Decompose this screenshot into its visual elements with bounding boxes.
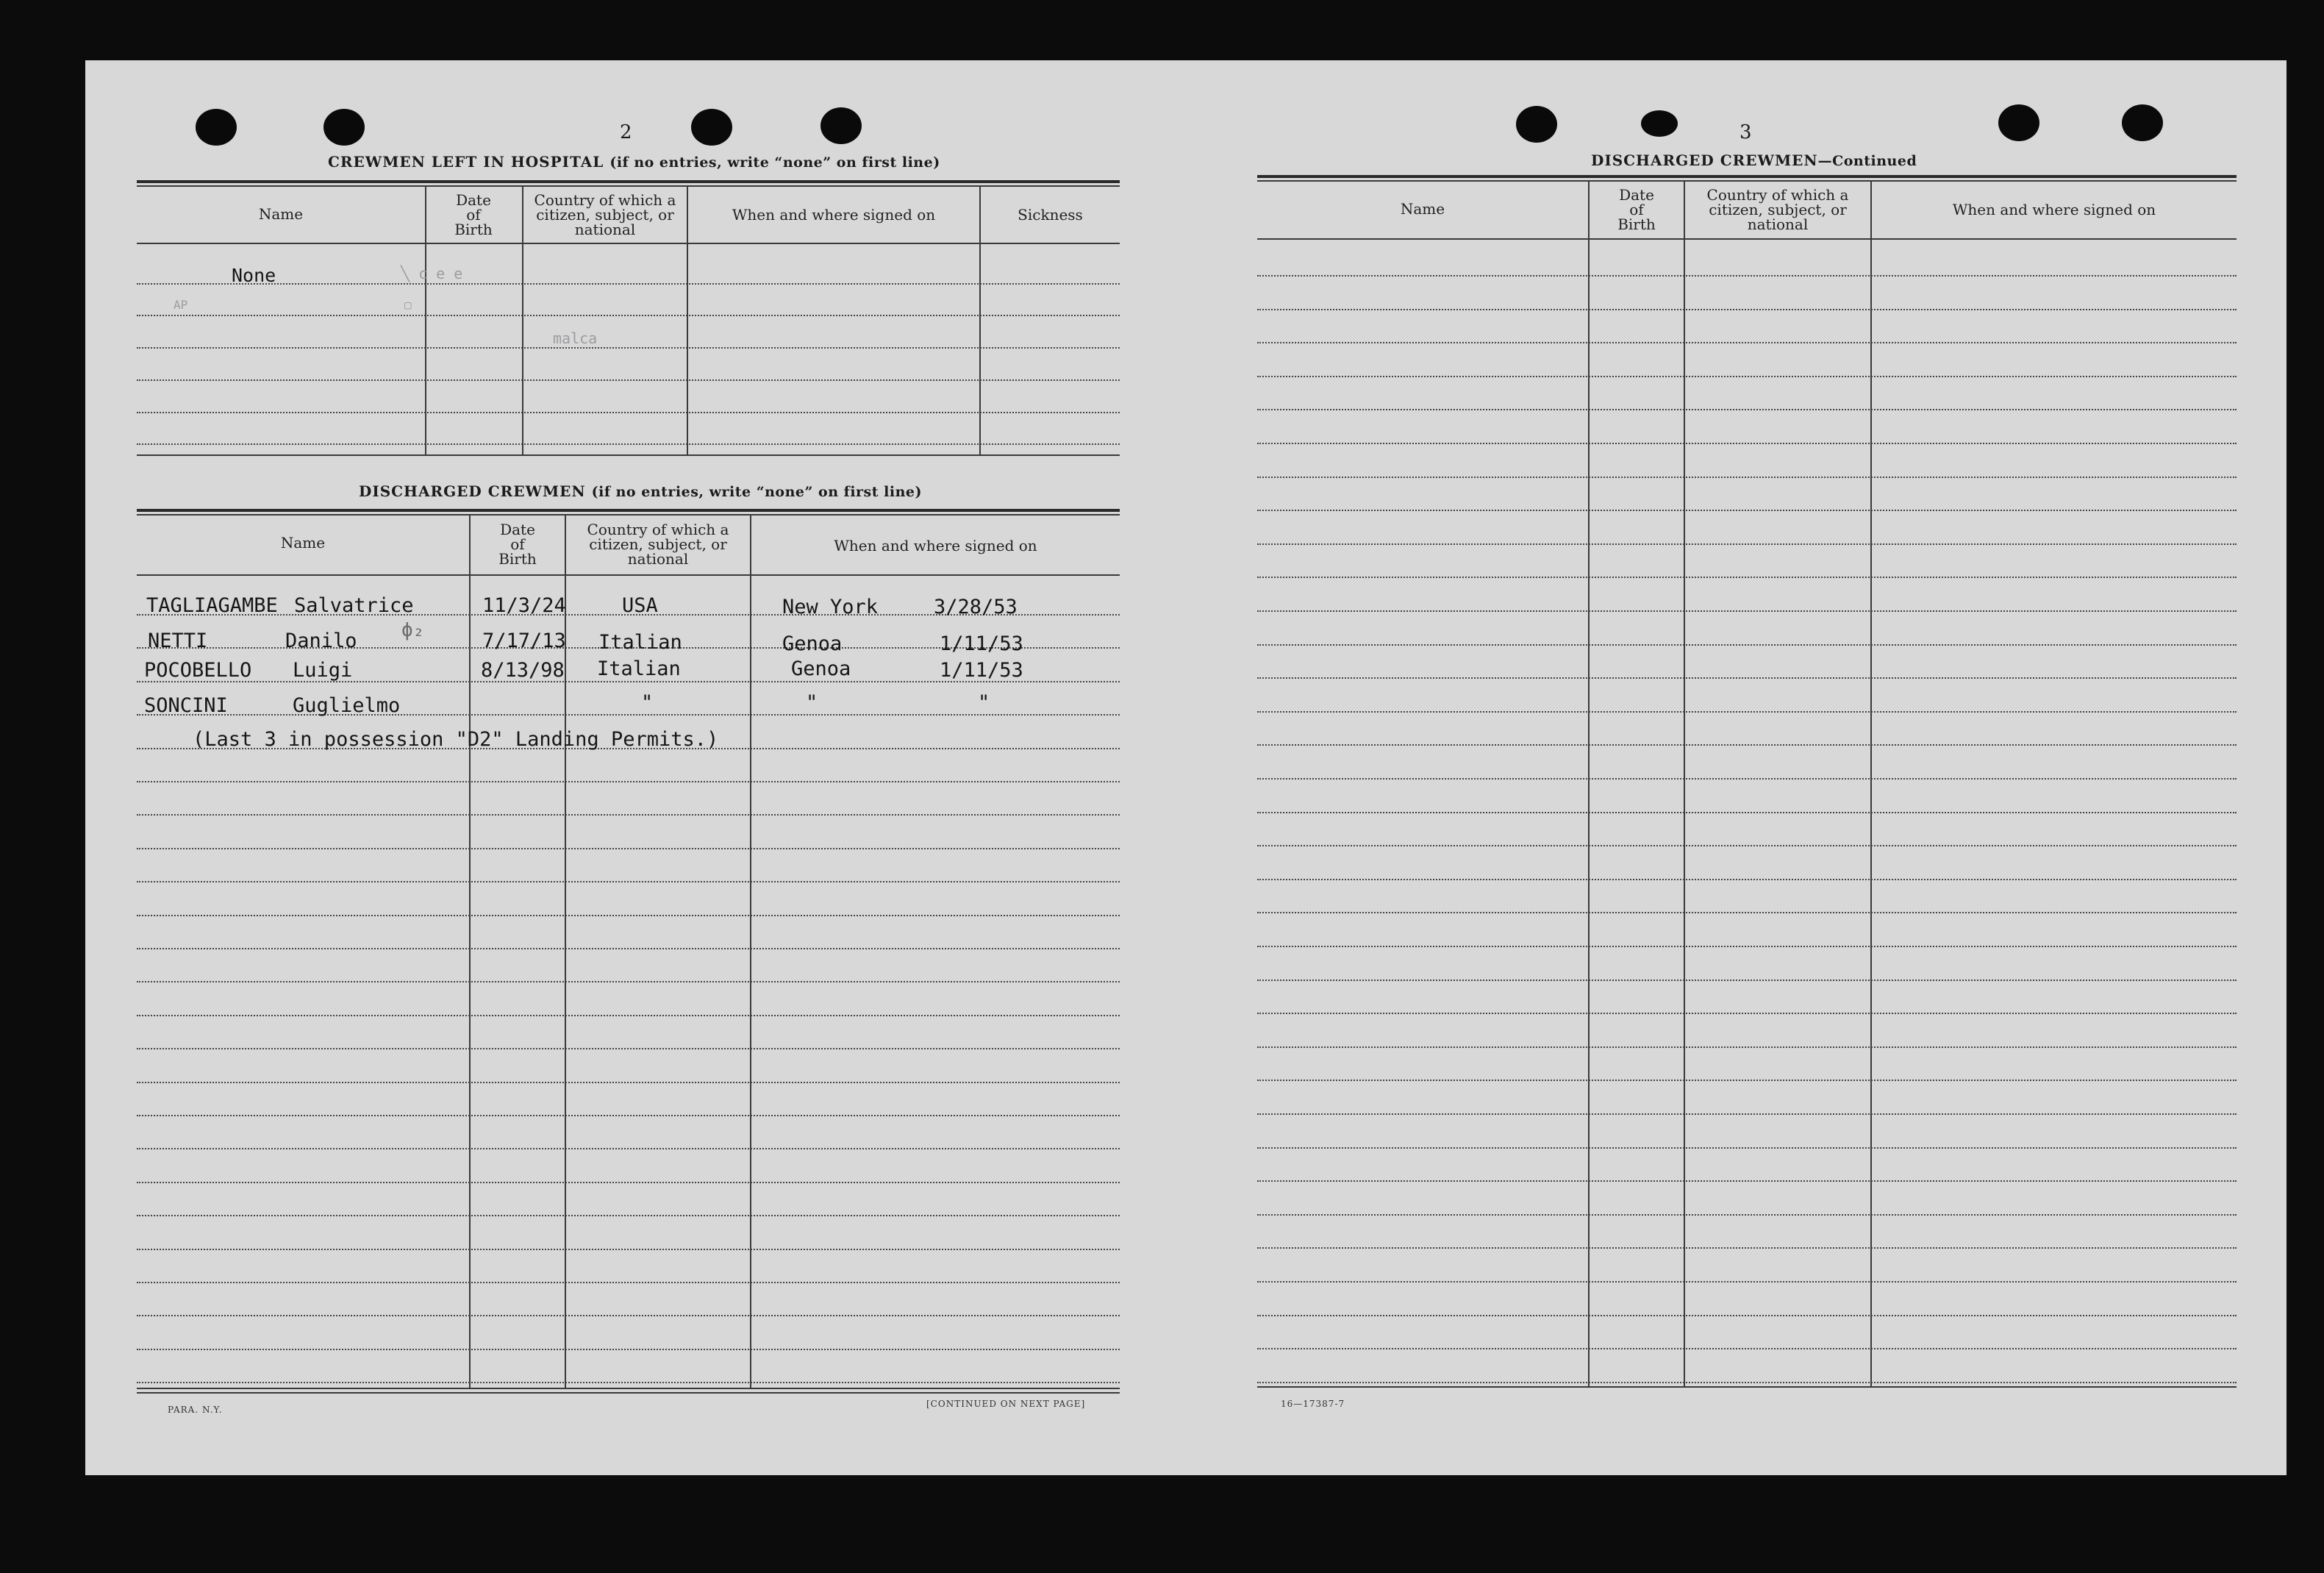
ruled-line [1257, 409, 2237, 410]
footer-printer: PARA. N.Y. [168, 1405, 223, 1415]
ruled-line [137, 948, 1120, 949]
right-col-divider [1684, 180, 1685, 1386]
ruled-line [1257, 510, 2237, 511]
crew-signed-place: " [806, 691, 818, 714]
ruled-line [1257, 1281, 2237, 1283]
ruled-line [137, 1315, 1120, 1316]
hospital-row-line [137, 315, 1120, 316]
ruled-line [1257, 309, 2237, 310]
crew-surname: SONCINI [144, 694, 228, 717]
ruled-line [137, 714, 1120, 716]
discharged-header-country: Country of which a citizen, subject, or national [587, 521, 729, 568]
ruled-line [137, 981, 1120, 982]
ruled-line [137, 848, 1120, 849]
punch-hole [323, 109, 365, 146]
crew-surname: TAGLIAGAMBE [146, 594, 278, 617]
ruled-line [1257, 980, 2237, 981]
ruled-line [1257, 342, 2237, 343]
ruled-line [1257, 543, 2237, 545]
faint-mark: ╲ c e e [401, 265, 463, 282]
ruled-line [137, 781, 1120, 782]
discharged-title-note: (if no entries, write “none” on first line) [591, 484, 922, 500]
crew-dob: 7/17/13 [482, 629, 566, 652]
right-col-divider [1870, 180, 1872, 1386]
hospital-row-line [137, 283, 1120, 285]
hospital-table-bottom-rule [137, 454, 1120, 456]
hospital-col-divider [522, 185, 523, 454]
page-number-right: 3 [1740, 121, 1752, 143]
ruled-line [1257, 443, 2237, 444]
ruled-line [1257, 778, 2237, 780]
discharged-header-dob: Date of Birth [498, 521, 537, 568]
hospital-title-text: CREWMEN LEFT IN HOSPITAL [328, 153, 604, 171]
discharged-table-bottom-rule-2 [137, 1392, 1120, 1394]
crew-dob: 8/13/98 [481, 659, 565, 682]
ruled-line [137, 1182, 1120, 1183]
crew-signed-place: New York [782, 596, 879, 618]
ruled-line [1257, 1080, 2237, 1081]
punch-hole [2122, 104, 2163, 141]
ruled-line [1257, 1013, 2237, 1014]
right-header-bottom-rule [1257, 238, 2237, 240]
hospital-row-line [137, 443, 1120, 445]
ruled-line [1257, 1180, 2237, 1182]
ruled-line [1257, 1348, 2237, 1349]
crew-given-name: Danilo [285, 629, 357, 652]
ruled-line [1257, 1382, 2237, 1383]
punch-hole [196, 109, 237, 146]
ruled-line [137, 1115, 1120, 1116]
right-header-signed: When and where signed on [1952, 201, 2156, 218]
ruled-line [1257, 1247, 2237, 1249]
crew-surname: NETTI [148, 629, 208, 652]
discharged-table-top-rule-thin [137, 514, 1120, 516]
crew-country: Italian [597, 657, 681, 680]
ruled-line [137, 1048, 1120, 1049]
footer-continued: [CONTINUED ON NEXT PAGE] [926, 1399, 1086, 1409]
hospital-col-divider [979, 185, 981, 454]
hospital-header-bottom-rule [137, 243, 1120, 244]
hospital-row-line [137, 379, 1120, 381]
punch-hole [1641, 110, 1678, 137]
crew-given-name: Salvatrice [294, 594, 414, 617]
faint-mark: ▢ [404, 298, 412, 312]
hospital-table-top-rule-thin [137, 185, 1120, 187]
ruled-line [1257, 376, 2237, 377]
ruled-line [1257, 912, 2237, 913]
ruled-line [1257, 1214, 2237, 1216]
discharged-title-text: DISCHARGED CREWMEN [359, 482, 586, 500]
ruled-line [1257, 644, 2237, 646]
ruled-line [1257, 577, 2237, 578]
ruled-line [1257, 812, 2237, 813]
faint-mark: AP [174, 298, 188, 312]
handwritten-mark: ϕ₂ [401, 619, 425, 641]
ruled-line [1257, 744, 2237, 746]
discharged-header-name: Name [280, 534, 326, 552]
crew-signed-date: 1/11/53 [940, 632, 1023, 655]
hospital-first-entry: None [232, 265, 276, 286]
punch-hole [1998, 104, 2039, 141]
crew-surname: POCOBELLO [144, 659, 252, 682]
punch-hole [1516, 106, 1557, 143]
ruled-line [1257, 879, 2237, 880]
crew-country: " [641, 691, 654, 714]
ruled-line [137, 1082, 1120, 1083]
ruled-line [137, 814, 1120, 816]
page-number-left: 2 [620, 121, 632, 143]
hospital-header-country: Country of which a citizen, subject, or national [534, 191, 676, 238]
ruled-line [1257, 845, 2237, 846]
ruled-line [1257, 275, 2237, 277]
right-header-country: Country of which a citizen, subject, or national [1706, 186, 1849, 233]
hospital-title-note: (if no entries, write “none” on first line) [609, 154, 940, 171]
landing-permits-note: (Last 3 in possession "D2" Landing Permits.) [193, 728, 719, 751]
right-header-name: Name [1400, 200, 1445, 218]
discharged-continued-suffix: —Continued [1817, 153, 1917, 169]
discharged-table-bottom-rule [137, 1388, 1120, 1389]
discharged-header-signed: When and where signed on [834, 537, 1037, 554]
punch-hole [691, 109, 732, 146]
ruled-line [137, 1249, 1120, 1250]
hospital-col-divider [687, 185, 688, 454]
discharged-continued-title [1591, 151, 1917, 169]
ruled-line [1257, 677, 2237, 679]
discharged-table-top-rule [137, 509, 1120, 512]
ruled-line [1257, 946, 2237, 947]
hospital-header-dob: Date of Birth [454, 191, 493, 238]
hospital-col-divider [425, 185, 426, 454]
discharged-col-divider [750, 514, 751, 1388]
hospital-table-top-rule [137, 180, 1120, 183]
crew-given-name: Guglielmo [293, 694, 401, 717]
crew-signed-date: 3/28/53 [934, 596, 1018, 618]
ruled-line [1257, 1315, 2237, 1316]
punch-hole [820, 107, 862, 144]
right-table-bottom-rule [1257, 1386, 2237, 1388]
hospital-header-signed: When and where signed on [732, 206, 936, 224]
hospital-row-line [137, 347, 1120, 349]
crew-given-name: Luigi [293, 659, 353, 682]
ruled-line [137, 1349, 1120, 1350]
ruled-line [137, 1148, 1120, 1149]
hospital-header-name: Name [258, 205, 304, 223]
crew-dob: 11/3/24 [482, 594, 566, 617]
ruled-line [137, 915, 1120, 916]
ruled-line [137, 1282, 1120, 1283]
right-col-divider [1588, 180, 1590, 1386]
ruled-line [1257, 477, 2237, 478]
crew-country: Italian [598, 631, 682, 654]
ruled-line [137, 1015, 1120, 1016]
discharged-col-divider [469, 514, 471, 1388]
crew-signed-date: " [978, 691, 990, 714]
discharged-header-bottom-rule [137, 574, 1120, 576]
ruled-line [137, 1215, 1120, 1216]
ruled-line [1257, 1046, 2237, 1048]
discharged-continued-title-text: DISCHARGED CREWMEN [1591, 151, 1818, 169]
hospital-header-sickness: Sickness [1018, 206, 1083, 224]
crew-signed-place: Genoa [791, 657, 851, 680]
hospital-section-title [328, 153, 940, 171]
crew-country: USA [622, 594, 658, 617]
discharged-section-title [359, 482, 922, 500]
right-table-top-rule-thin [1257, 180, 2237, 182]
ruled-line [137, 881, 1120, 882]
ruled-line [1257, 1147, 2237, 1149]
hospital-row-line [137, 412, 1120, 413]
crew-signed-place: Genoa [782, 632, 843, 655]
ruled-line [137, 1382, 1120, 1383]
faint-mark: malca [553, 329, 598, 347]
crew-signed-date: 1/11/53 [940, 659, 1023, 682]
footer-form-number: 16—17387-7 [1281, 1399, 1345, 1409]
ruled-line [1257, 711, 2237, 713]
ruled-line [1257, 1113, 2237, 1115]
right-table-top-rule [1257, 175, 2237, 178]
right-header-dob: Date of Birth [1617, 186, 1656, 233]
ruled-line [1257, 610, 2237, 612]
